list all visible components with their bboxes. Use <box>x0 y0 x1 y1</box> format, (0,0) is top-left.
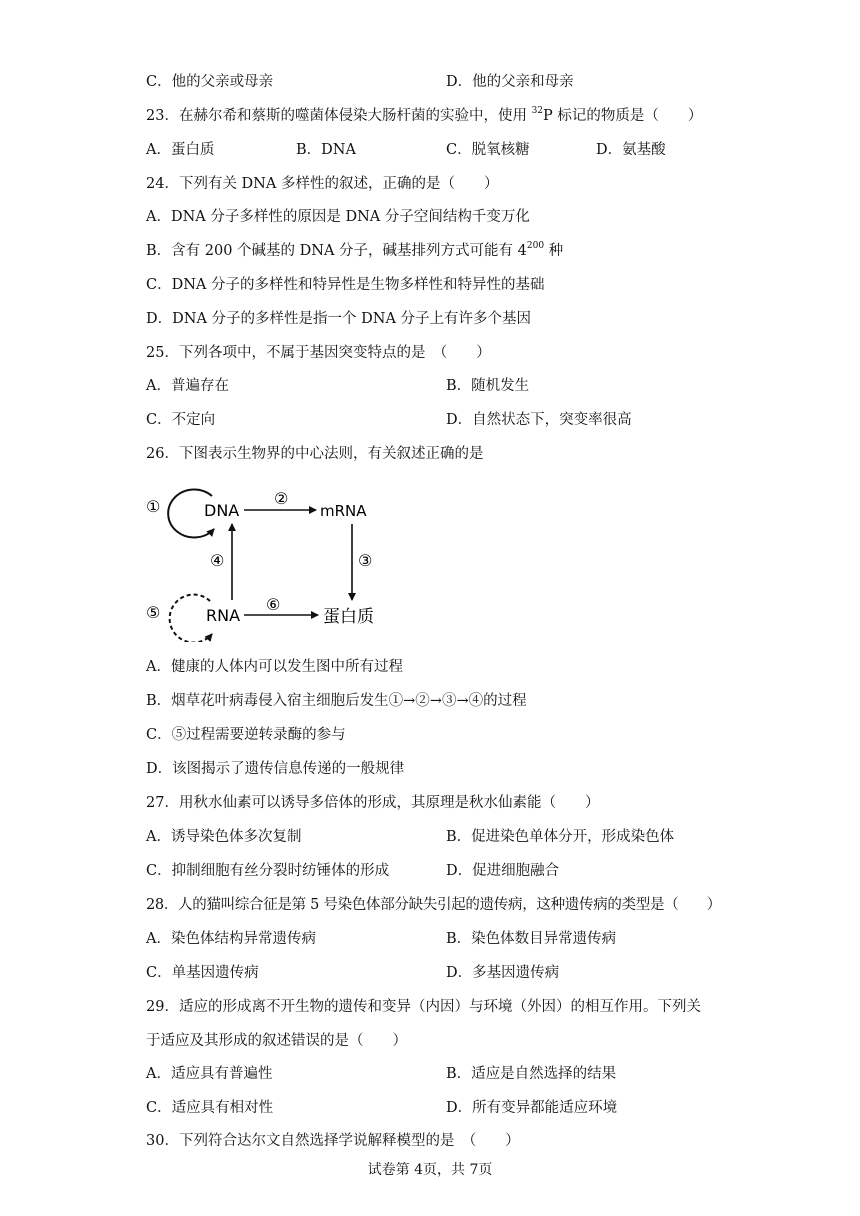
q27-stem: 27．用秋水仙素可以诱导多倍体的形成，其原理是秋水仙素能（ ） <box>146 795 600 811</box>
step-6-label: ⑥ <box>266 595 281 614</box>
q23-option-b: B．DNA <box>296 142 356 158</box>
q27-option-d: D．促进细胞融合 <box>446 863 560 879</box>
step-2-label: ② <box>274 489 289 508</box>
q22-option-c: C．他的父亲或母亲 <box>146 74 274 90</box>
q25-stem: 25．下列各项中，不属于基因突变特点的是 （ ） <box>146 345 491 361</box>
q24-option-b <box>146 241 563 261</box>
protein-label: 蛋白质 <box>323 607 374 627</box>
rna-label: RNA <box>206 606 241 625</box>
step-5-label: ⑤ <box>146 603 161 622</box>
q24-option-d: D．DNA 分子的多样性是指一个 DNA 分子上有许多个基因 <box>146 311 532 327</box>
q29-stem-line1: 29．适应的形成离不开生物的遗传和变异（内因）与环境（外因）的相互作用。下列关 <box>146 999 701 1015</box>
q24-superscript: 200 <box>526 241 545 252</box>
q28-option-a: A．染色体结构异常遗传病 <box>146 931 316 947</box>
q27-option-a: A．诱导染色体多次复制 <box>146 829 302 845</box>
q29-option-c: C．适应具有相对性 <box>146 1100 274 1116</box>
q24-option-c: C．DNA 分子的多样性和特异性是生物多样性和特异性的基础 <box>146 277 545 293</box>
q26-option-c: C．⑤过程需要逆转录酶的参与 <box>146 727 346 743</box>
central-dogma-diagram <box>140 482 390 642</box>
q30-stem: 30．下列符合达尔文自然选择学说解释模型的是 （ ） <box>146 1133 520 1149</box>
q26-stem: 26．下图表示生物界的中心法则，有关叙述正确的是 <box>146 446 484 462</box>
q24-option-b-part2: 种 <box>544 243 564 259</box>
q24-option-b-part1: B．含有 200 个碱基的 DNA 分子，碱基排列方式可能有 4 <box>146 243 527 259</box>
mrna-label: mRNA <box>320 502 367 520</box>
q29-stem-line2: 于适应及其形成的叙述错误的是（ ） <box>146 1033 407 1049</box>
q23-option-c: C．脱氧核糖 <box>446 142 530 158</box>
step-1-label: ① <box>146 497 161 516</box>
q25-option-b: B．随机发生 <box>446 378 530 394</box>
step-3-label: ③ <box>358 551 373 570</box>
q23-option-d: D．氨基酸 <box>596 142 666 158</box>
q25-option-a: A．普遍存在 <box>146 378 229 394</box>
q28-stem: 28．人的猫叫综合征是第 5 号染色体部分缺失引起的遗传病，这种遗传病的类型是（ ） <box>146 897 721 913</box>
q23-stem-part1: 23．在赫尔希和蔡斯的噬菌体侵染大肠杆菌的实验中，使用 <box>146 108 532 124</box>
q24-option-a: A．DNA 分子多样性的原因是 DNA 分子空间结构千变万化 <box>146 209 530 225</box>
step-4-label: ④ <box>210 551 225 570</box>
q23-superscript: 32 <box>531 106 544 117</box>
q24-stem: 24．下列有关 DNA 多样性的叙述，正确的是（ ） <box>146 176 499 192</box>
q26-option-b: B．烟草花叶病毒侵入宿主细胞后发生①→②→③→④的过程 <box>146 693 527 709</box>
q27-option-b: B．促进染色单体分开，形成染色体 <box>446 829 675 845</box>
q23-option-a: A．蛋白质 <box>146 142 215 158</box>
q25-option-c: C．不定向 <box>146 412 216 428</box>
q27-option-c: C．抑制细胞有丝分裂时纺锤体的形成 <box>146 863 390 879</box>
q26-option-a: A．健康的人体内可以发生图中所有过程 <box>146 659 403 675</box>
q29-option-b: B．适应是自然选择的结果 <box>446 1066 617 1082</box>
q28-option-b: B．染色体数目异常遗传病 <box>446 931 617 947</box>
page-footer: 试卷第 4页，共 7页 <box>367 1162 493 1178</box>
q23-stem <box>146 106 702 126</box>
q26-option-d: D．该图揭示了遗传信息传递的一般规律 <box>146 761 405 777</box>
q23-stem-part2: P 标记的物质是（ ） <box>543 108 703 124</box>
q25-option-d: D．自然状态下，突变率很高 <box>446 412 632 428</box>
q22-option-d: D．他的父亲和母亲 <box>446 74 574 90</box>
q29-option-a: A．适应具有普遍性 <box>146 1066 273 1082</box>
q28-option-c: C．单基因遗传病 <box>146 965 259 981</box>
dna-label: DNA <box>204 501 240 520</box>
q29-option-d: D．所有变异都能适应环境 <box>446 1100 618 1116</box>
q28-option-d: D．多基因遗传病 <box>446 965 560 981</box>
